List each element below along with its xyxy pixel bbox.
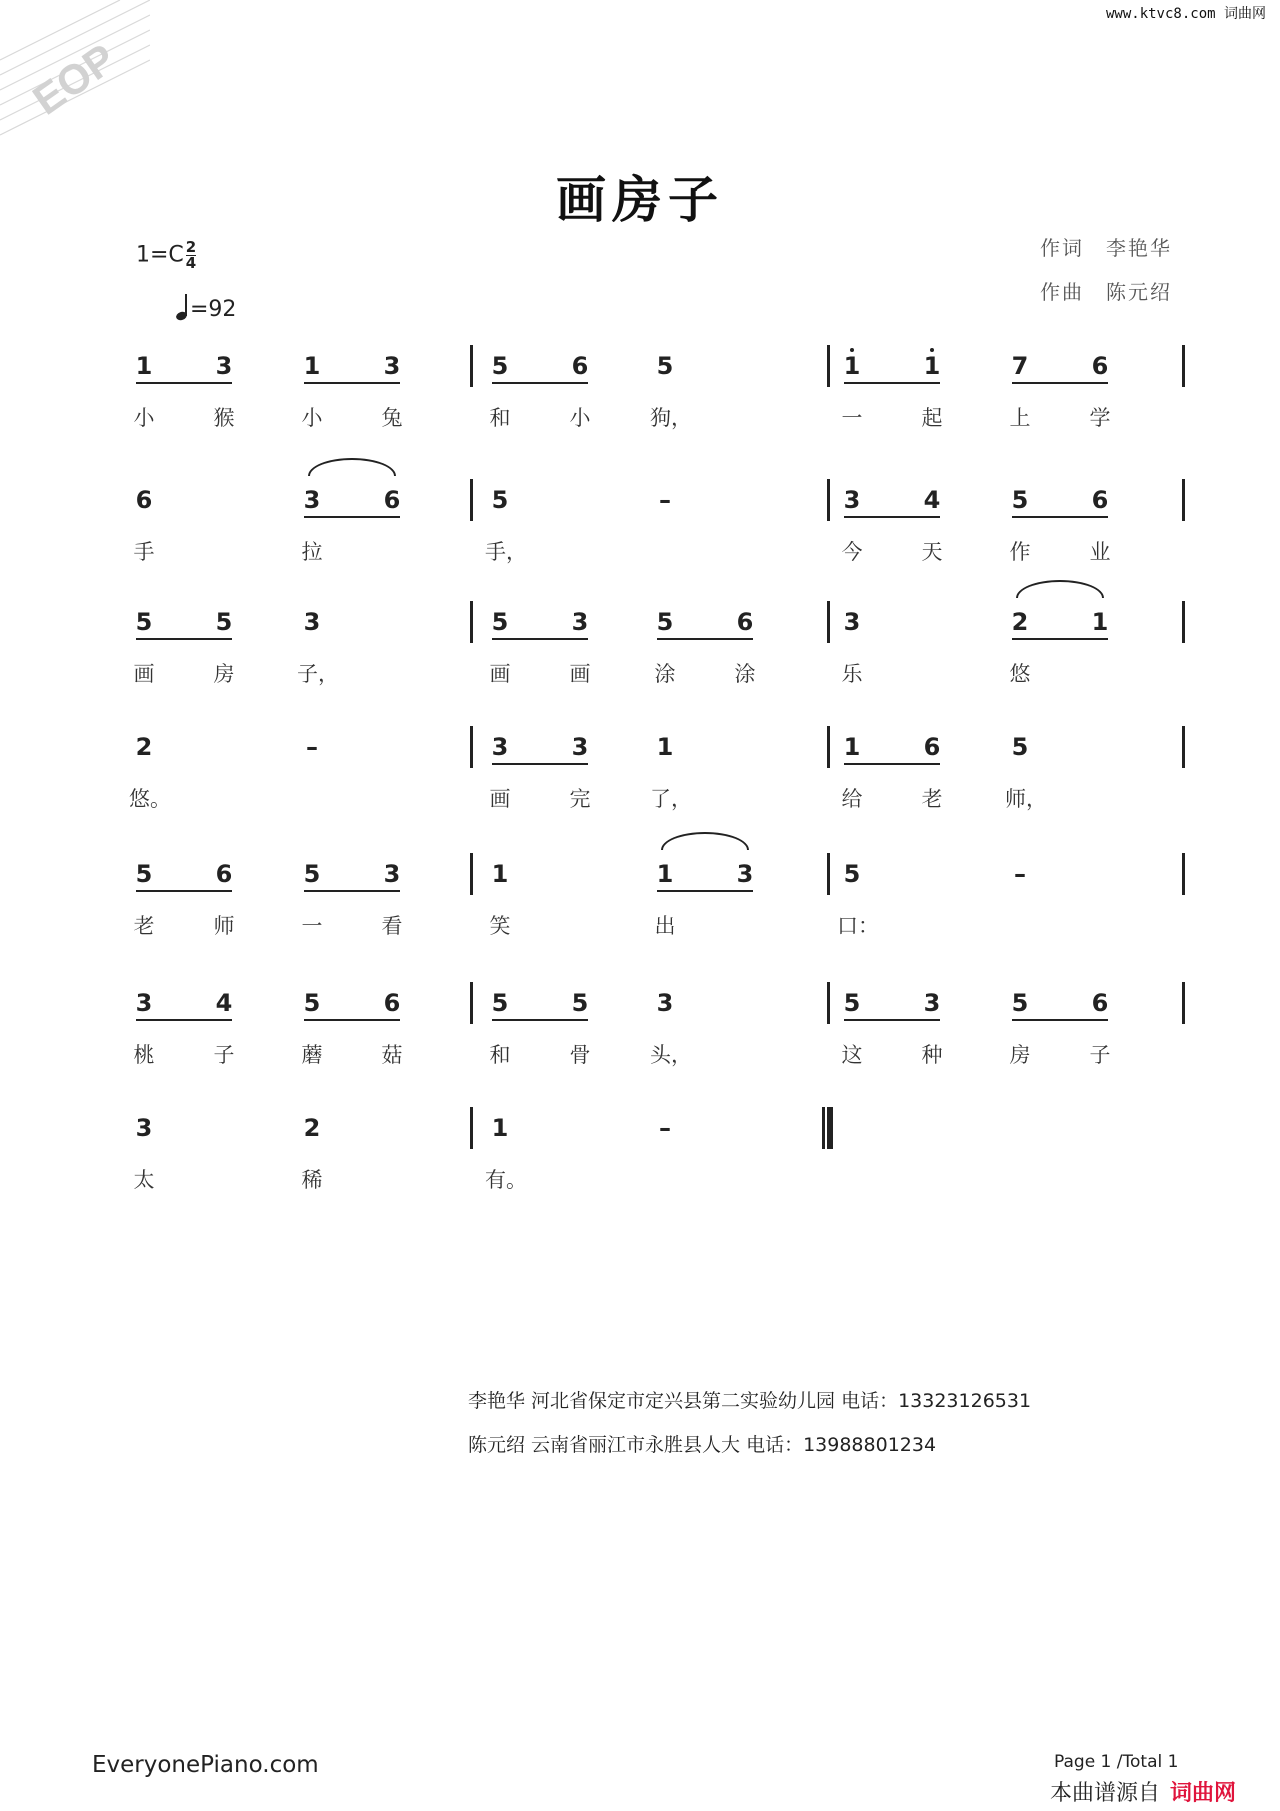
note-3-3: 3 (571, 733, 589, 761)
lyric-3-0: 悠。 (129, 787, 171, 811)
bar-line (1182, 726, 1185, 768)
lyric-1-5: 作 (1009, 540, 1031, 564)
bar-line (1182, 479, 1185, 521)
note-5-0: 3 (135, 989, 153, 1017)
bar-line (1182, 345, 1185, 387)
note-6-0: 3 (135, 1114, 153, 1142)
lyric-4-6: 口： (837, 914, 879, 938)
bar-line (470, 726, 473, 768)
high-octave-dot (850, 348, 854, 352)
site-name: 词曲网 (1224, 6, 1266, 22)
lyric-6-1: 稀 (301, 1168, 323, 1192)
bar-line (470, 601, 473, 643)
note-1-0: 6 (135, 486, 153, 514)
lyric-2-5: 涂 (654, 662, 676, 686)
note-3-5: 1 (843, 733, 861, 761)
note-4-8: – (1014, 860, 1026, 888)
note-0-6: 5 (656, 352, 674, 380)
note-1-3: 5 (491, 486, 509, 514)
contact-line-lyricist: 李艳华 河北省保定市定兴县第二实验幼儿园 电话：13323126531 (468, 1390, 1032, 1412)
bar-line (470, 1107, 473, 1149)
beam-line (492, 382, 588, 384)
bar-line (827, 853, 830, 895)
note-5-4: 5 (491, 989, 509, 1017)
lyric-0-3: 兔 (381, 406, 403, 430)
note-6-1: 2 (303, 1114, 321, 1142)
beam-line (304, 382, 400, 384)
bar-line (827, 601, 830, 643)
note-5-1: 4 (215, 989, 233, 1017)
tempo-value: =92 (190, 297, 237, 322)
note-1-7: 5 (1011, 486, 1029, 514)
bar-line (1182, 601, 1185, 643)
lyric-3-4: 给 (841, 787, 863, 811)
note-2-9: 1 (1091, 608, 1109, 636)
lyric-1-0: 手 (133, 540, 155, 564)
note-4-0: 5 (135, 860, 153, 888)
note-4-3: 3 (383, 860, 401, 888)
note-4-2: 5 (303, 860, 321, 888)
bar-line (470, 853, 473, 895)
note-5-2: 5 (303, 989, 321, 1017)
note-5-7: 5 (843, 989, 861, 1017)
note-0-2: 1 (303, 352, 321, 380)
note-0-0: 1 (135, 352, 153, 380)
beam-line (492, 638, 588, 640)
note-2-8: 2 (1011, 608, 1029, 636)
lyric-0-1: 猴 (213, 406, 235, 430)
site-url: www.ktvc8.com (1105, 6, 1216, 22)
note-4-1: 6 (215, 860, 233, 888)
lyric-0-9: 上 (1009, 406, 1031, 430)
lyric-5-2: 蘑 (301, 1043, 323, 1067)
lyric-5-10: 子 (1089, 1043, 1111, 1067)
source-note (1050, 1776, 1236, 1807)
lyric-0-8: 起 (921, 406, 943, 430)
lyric-4-0: 老 (133, 914, 155, 938)
beam-line (844, 763, 940, 765)
lyric-2-3: 画 (489, 662, 511, 686)
beam-line (136, 382, 232, 384)
source-brand: 词曲网 (1170, 1781, 1237, 1806)
note-3-2: 3 (491, 733, 509, 761)
bar-line (827, 345, 830, 387)
note-3-1: – (306, 733, 318, 761)
lyric-4-1: 师 (213, 914, 235, 938)
lyric-6-2: 有。 (485, 1168, 527, 1192)
lyric-0-5: 小 (569, 406, 591, 430)
note-1-1: 3 (303, 486, 321, 514)
note-1-8: 6 (1091, 486, 1109, 514)
note-5-8: 3 (923, 989, 941, 1017)
lyric-3-3: 了， (650, 787, 692, 811)
page-title: 画房子 (556, 170, 724, 229)
bar-line (827, 982, 830, 1024)
slur (308, 458, 396, 476)
beam-line (1012, 516, 1108, 518)
note-0-8: 1 (920, 352, 944, 380)
beam-line (844, 1019, 940, 1021)
lyric-0-7: 一 (841, 406, 863, 430)
beam-line (136, 890, 232, 892)
note-2-3: 5 (491, 608, 509, 636)
key-text: 1=C (136, 242, 184, 268)
note-3-7: 5 (1011, 733, 1029, 761)
note-1-2: 6 (383, 486, 401, 514)
contact-line-composer: 陈元绍 云南省丽江市永胜县人大 电话：13988801234 (468, 1434, 937, 1456)
lyric-2-8: 悠 (1009, 662, 1031, 686)
time-sig-bottom: 4 (185, 254, 197, 272)
note-6-3: – (659, 1114, 671, 1142)
lyric-3-1: 画 (489, 787, 511, 811)
note-4-4: 1 (491, 860, 509, 888)
lyricist-label: 作词 (1040, 236, 1084, 260)
beam-line (136, 638, 232, 640)
note-2-0: 5 (135, 608, 153, 636)
lyric-2-4: 画 (569, 662, 591, 686)
note-2-1: 5 (215, 608, 233, 636)
beam-line (844, 516, 940, 518)
lyric-5-7: 这 (841, 1043, 863, 1067)
lyric-0-2: 小 (301, 406, 323, 430)
note-3-0: 2 (135, 733, 153, 761)
beam-line (844, 382, 940, 384)
slur (1016, 580, 1104, 598)
lyric-5-5: 骨 (569, 1043, 591, 1067)
note-5-3: 6 (383, 989, 401, 1017)
bar-line (1182, 853, 1185, 895)
time-sig-top: 2 (185, 238, 197, 256)
lyric-4-3: 看 (381, 914, 403, 938)
composer-name: 陈元绍 (1106, 280, 1172, 304)
note-2-4: 3 (571, 608, 589, 636)
lyric-5-1: 子 (213, 1043, 235, 1067)
slur (661, 832, 749, 850)
note-2-2: 3 (303, 608, 321, 636)
lyric-5-9: 房 (1009, 1043, 1031, 1067)
lyric-2-6: 涂 (734, 662, 756, 686)
lyric-1-4: 天 (921, 540, 943, 564)
beam-line (304, 890, 400, 892)
note-2-6: 6 (736, 608, 754, 636)
note-1-5: 3 (843, 486, 861, 514)
lyric-0-4: 和 (489, 406, 511, 430)
note-0-3: 3 (383, 352, 401, 380)
lyric-1-2: 手， (485, 540, 527, 564)
note-1-6: 4 (923, 486, 941, 514)
note-5-9: 5 (1011, 989, 1029, 1017)
bar-line (470, 479, 473, 521)
lyric-0-10: 学 (1089, 406, 1111, 430)
note-2-7: 3 (843, 608, 861, 636)
lyric-0-6: 狗， (650, 406, 692, 430)
lyric-5-3: 菇 (381, 1043, 403, 1067)
lyric-1-3: 今 (841, 540, 863, 564)
page-number: Page 1 /Total 1 (1054, 1752, 1179, 1772)
beam-line (657, 890, 753, 892)
note-0-5: 6 (571, 352, 589, 380)
beam-line (1012, 382, 1108, 384)
beam-line (304, 1019, 400, 1021)
lyric-4-5: 出 (654, 914, 676, 938)
lyric-2-1: 房 (213, 662, 235, 686)
note-5-5: 5 (571, 989, 589, 1017)
beam-line (304, 516, 400, 518)
note-3-6: 6 (923, 733, 941, 761)
bar-line (470, 982, 473, 1024)
note-5-6: 3 (656, 989, 674, 1017)
note-4-7: 5 (843, 860, 861, 888)
beam-line (657, 638, 753, 640)
source-prefix: 本曲谱源自 (1050, 1781, 1161, 1806)
high-octave-dot (930, 348, 934, 352)
lyric-3-2: 完 (569, 787, 591, 811)
note-0-4: 5 (491, 352, 509, 380)
beam-line (492, 763, 588, 765)
note-4-6: 3 (736, 860, 754, 888)
beam-line (1012, 638, 1108, 640)
note-0-9: 7 (1011, 352, 1029, 380)
lyric-5-6: 头， (650, 1043, 692, 1067)
lyric-4-2: 一 (301, 914, 323, 938)
lyric-2-0: 画 (133, 662, 155, 686)
bar-line (827, 726, 830, 768)
lyric-4-4: 笑 (489, 914, 511, 938)
note-0-7: 1 (840, 352, 864, 380)
note-4-5: 1 (656, 860, 674, 888)
bar-line (470, 345, 473, 387)
lyric-2-7: 乐 (841, 662, 863, 686)
lyricist-name: 李艳华 (1106, 236, 1172, 260)
lyric-0-0: 小 (133, 406, 155, 430)
lyric-1-1: 拉 (301, 540, 323, 564)
note-6-2: 1 (491, 1114, 509, 1142)
beam-line (136, 1019, 232, 1021)
final-bar-line (828, 1107, 833, 1149)
note-3-4: 1 (656, 733, 674, 761)
note-0-1: 3 (215, 352, 233, 380)
lyric-5-8: 种 (921, 1043, 943, 1067)
note-5-10: 6 (1091, 989, 1109, 1017)
final-bar-line (822, 1107, 825, 1149)
bar-line (827, 479, 830, 521)
lyric-3-6: 师， (1005, 787, 1047, 811)
bar-line (1182, 982, 1185, 1024)
beam-line (492, 1019, 588, 1021)
lyric-5-4: 和 (489, 1043, 511, 1067)
footer-site[interactable]: EveryonePiano.com (92, 1752, 319, 1778)
note-2-5: 5 (656, 608, 674, 636)
lyric-6-0: 太 (133, 1168, 155, 1192)
logo-text: EOP (24, 34, 124, 124)
lyric-2-2: 子， (297, 662, 339, 686)
composer-label: 作曲 (1040, 280, 1084, 304)
note-0-10: 6 (1091, 352, 1109, 380)
lyric-1-6: 业 (1089, 540, 1111, 564)
lyric-3-5: 老 (921, 787, 943, 811)
lyric-5-0: 桃 (133, 1043, 155, 1067)
note-1-4: – (659, 486, 671, 514)
beam-line (1012, 1019, 1108, 1021)
